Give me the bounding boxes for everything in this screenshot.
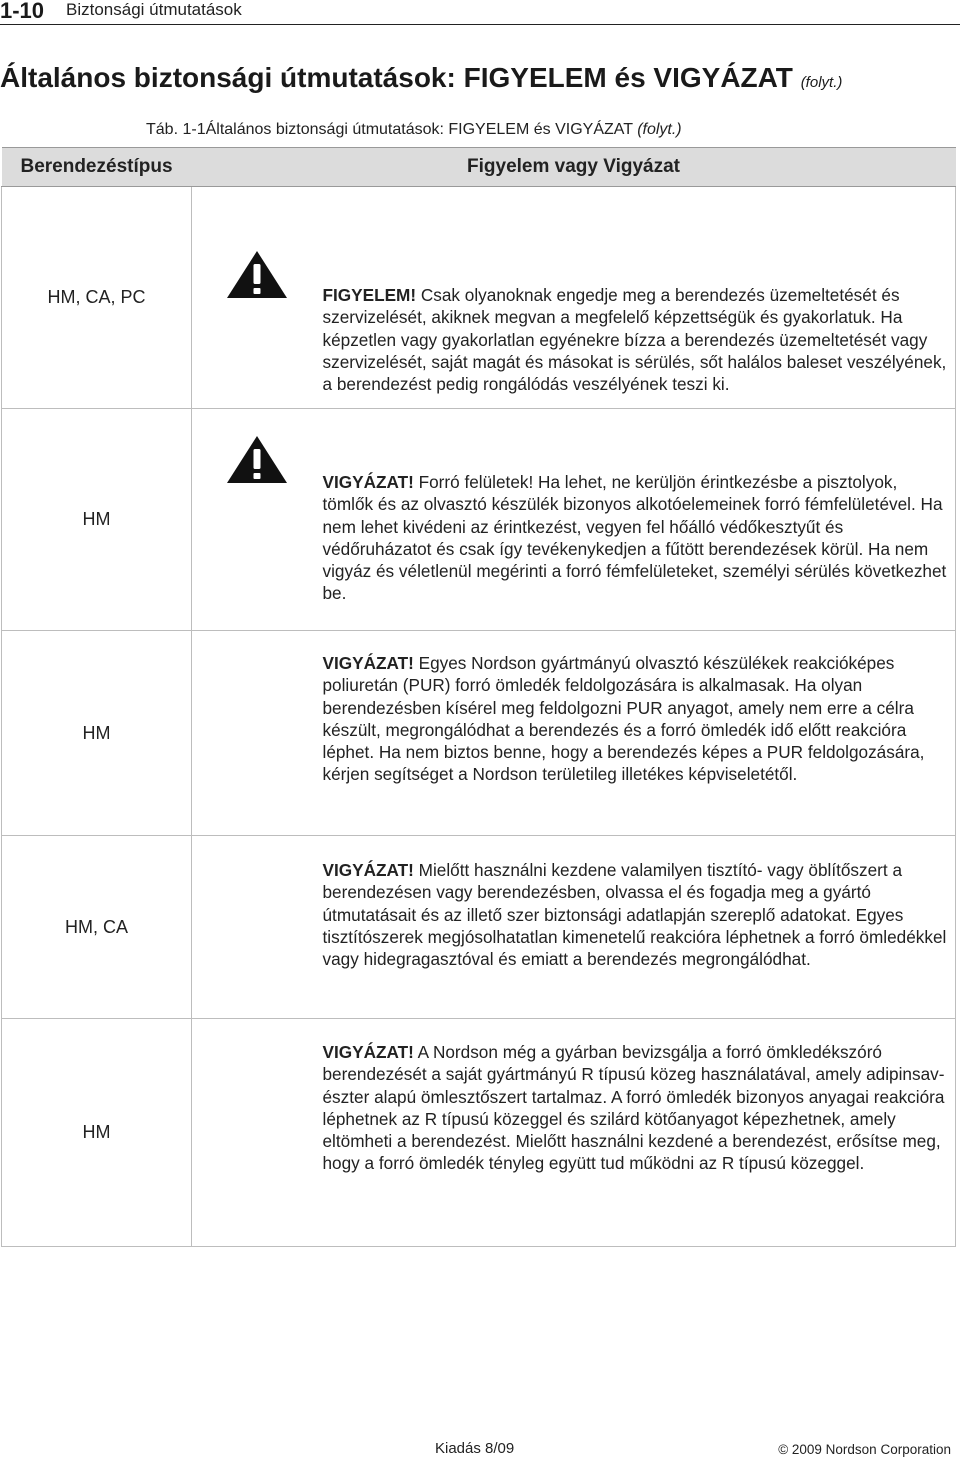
table-caption-text: Táb. 1-1Általános biztonsági útmutatások: FIGYELEM és VIGYÁZAT: [146, 121, 633, 138]
equipment-type-cell: HM: [2, 409, 192, 631]
page-title-continuation: (folyt.): [800, 74, 843, 91]
table-caption: [146, 121, 682, 139]
footer-edition: Kiadás 8/09: [435, 1440, 515, 1457]
page-title-text: Általános biztonsági útmutatások: FIGYELEM és VIGYÁZAT: [0, 62, 793, 93]
warning-triangle-icon: [226, 434, 288, 484]
warning-label: FIGYELEM!: [322, 285, 417, 305]
table-header-row: [2, 148, 956, 187]
table-row: [2, 187, 956, 409]
icon-cell: [192, 631, 323, 836]
page-title: [0, 62, 842, 94]
warning-triangle-icon: [226, 249, 288, 299]
table-row: [2, 631, 956, 836]
equipment-type-cell: HM: [2, 631, 192, 836]
page-number: 1-10: [0, 0, 45, 23]
warning-text: Csak olyanoknak engedje meg a berendezés üzemeltetését és szervizelését, akiknek megvan a megfelelő képzettségük és gyakorlatuk. Ha képzetlen vagy gyakorlatlan egyénekre bízza a berendezés üzemeltetését vagy szervizelését, saját magát és másokat is sérülés, sőt halálos baleset veszélyének, a berendezést pedig rongálódás veszélyének teszi ki.: [322, 285, 947, 395]
caution-text: Forró felületek! Ha lehet, ne kerüljön érintkezésbe a pisztolyok, tömlők és az olvasztó készülék bizonyos alkotóelemeinek forró fémfelületével. Ha nem lehet kivédeni az érintkezést, vegyen fel hőálló védőkesztyűt és védőruházatot és csak így tevékenykedjen a fűtött berendezések körül. Ha nem vigyáz és véletlenül megérinti a forró fémfelületeket, személyi sérülés következhet be.: [322, 472, 947, 604]
equipment-type-cell: HM, CA, PC: [2, 187, 192, 409]
header-warning-caution: Figyelem vagy Vigyázat: [192, 148, 956, 187]
table-row: [2, 836, 956, 1019]
table-row: [2, 409, 956, 631]
footer-copyright: © 2009 Nordson Corporation: [778, 1442, 951, 1457]
caution-text-cell: [323, 1019, 956, 1247]
table-row: [2, 1019, 956, 1247]
caution-label: VIGYÁZAT!: [322, 1042, 414, 1062]
header-title: Biztonsági útmutatások: [66, 0, 242, 19]
header-equipment-type: Berendezéstípus: [2, 148, 192, 187]
warning-text-cell: [323, 187, 956, 409]
safety-table: [1, 147, 956, 1247]
caution-text-cell: [323, 409, 956, 631]
icon-cell: [192, 187, 323, 409]
icon-cell: [192, 836, 323, 1019]
caution-text: A Nordson még a gyárban bevizsgálja a forró ömkledékszóró berendezését a saját gyártmányú R típusú közeg használatával, amely adipinsav-észter alapú ömlesztőszert tartalmaz. A forró ömledék bizonyos anyagai reakcióra léphetnek az R típusú közeggel és szilárd kötőanyagot képezhetnek, amely eltömheti a berendezést. Mielőtt használni kezdené a berendezést, erősítse meg, hogy a forró ömledék tényleg együtt tud működni az R típusú közeggel.: [322, 1042, 945, 1174]
caution-text: Egyes Nordson gyártmányú olvasztó készülékek reakcióképes poliuretán (PUR) forró ömledék feldolgozására is alkalmasak. Ha olyan berendezésben kísérel meg feldolgozni PUR anyagot, amely nem erre a célra készült, megrongálódhat a berendezés és a forró ömledék idő előtt reakcióra léphet. Ha nem biztos benne, hogy a berendezés képes a PUR feldolgozására, kérjen segítséget a Nordson területileg illetékes képviseletétől.: [322, 653, 925, 785]
equipment-type-cell: HM: [2, 1019, 192, 1247]
caution-label: VIGYÁZAT!: [322, 653, 414, 673]
caution-text-cell: [323, 836, 956, 1019]
icon-cell: [192, 409, 323, 631]
table-caption-continuation: (folyt.): [637, 121, 682, 138]
equipment-type-cell: HM, CA: [2, 836, 192, 1019]
caution-text: Mielőtt használni kezdene valamilyen tisztító- vagy öblítőszert a berendezésen vagy berendezésben, olvassa el és fogadja meg a gyártó útmutatásait és az illető szer biztonsági adatlapján szereplő adatokat. Egyes tisztítószerek megjósolhatatlan kimenetelű reakcióra léphetnek a forró ömledékkel vagy hidegragasztóval és emiatt a berendezés megrongálódhat.: [322, 860, 947, 970]
caution-text-cell: [323, 631, 956, 836]
page-header: [0, 0, 960, 25]
icon-cell: [192, 1019, 323, 1247]
caution-label: VIGYÁZAT!: [322, 472, 414, 492]
caution-label: VIGYÁZAT!: [322, 860, 414, 880]
